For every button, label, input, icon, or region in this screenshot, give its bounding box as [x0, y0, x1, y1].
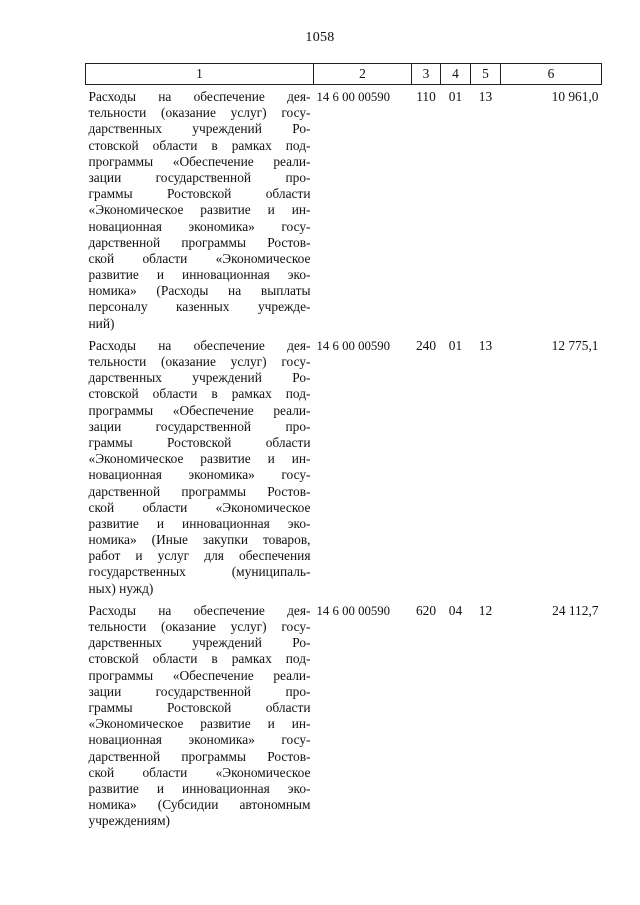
description-line: развитие и инновационная эко-	[88, 267, 311, 283]
description-line: ний)	[88, 315, 115, 331]
description-line: персоналу казенных учрежде-	[88, 299, 311, 315]
description-line: дарственной программы Ростов-	[88, 234, 311, 250]
table-row	[86, 332, 602, 597]
expense-type-code: 110	[416, 89, 436, 104]
section-code: 04	[448, 602, 463, 618]
description-line: номика» (Субсидии автономным	[88, 797, 311, 813]
description-line: дарственных учреждений Ро-	[88, 370, 311, 386]
description-line: ской области «Экономическое	[88, 764, 311, 780]
description-line: стовской области в рамках под-	[88, 386, 311, 402]
target-article-code: 14 6 00 00590	[316, 90, 391, 104]
description-line: номика» (Иные закупки товаров,	[88, 532, 311, 548]
expense-description	[86, 85, 314, 332]
description-line: ской области «Экономическое	[88, 250, 311, 266]
expense-type-code: 240	[415, 337, 437, 353]
description-line: «Экономическое развитие и ин-	[88, 716, 311, 732]
description-line: ных) нужд)	[88, 580, 154, 596]
column-header: 5	[471, 64, 501, 85]
description-line: новационная экономика» госу-	[88, 467, 311, 483]
table-row	[86, 85, 602, 332]
description-line: программы «Обеспечение реали-	[88, 667, 311, 683]
description-line: новационная экономика» госу-	[88, 732, 311, 748]
description-line: новационная экономика» госу-	[88, 218, 311, 234]
description-line: зации государственной про-	[88, 418, 311, 434]
description-line: тельности (оказание услуг) госу-	[88, 354, 311, 369]
description-line: программы «Обеспечение реали-	[88, 153, 311, 169]
description-line: развитие и инновационная эко-	[88, 780, 311, 796]
expense-type-code: 620	[415, 602, 437, 618]
description-line: зации государственной про-	[88, 683, 311, 699]
column-header: 3	[412, 64, 441, 85]
description-line: тельности (оказание услуг) госу-	[88, 619, 311, 634]
expense-description	[86, 597, 314, 830]
description-line: граммы Ростовской области	[88, 434, 311, 450]
target-article-code: 14 6 00 00590	[316, 338, 391, 353]
subsection-code: 13	[478, 337, 493, 353]
description-line: зации государственной про-	[88, 169, 311, 185]
description-line: ской области «Экономическое	[88, 499, 311, 515]
description-line: работ и услуг для обеспечения	[88, 548, 311, 564]
subsection-code: 12	[478, 602, 493, 618]
page-number: 1058	[305, 30, 335, 45]
table-row	[86, 597, 602, 830]
description-line: государственных (муниципаль-	[88, 564, 311, 580]
budget-table	[85, 63, 602, 829]
description-line: учреждениям)	[88, 813, 171, 829]
column-header: 6	[501, 64, 602, 85]
description-line: дарственных учреждений Ро-	[88, 121, 311, 137]
description-line: Расходы на обеспечение дея-	[88, 89, 311, 104]
target-article-code: 14 6 00 00590	[316, 603, 391, 618]
amount: 24 112,7	[552, 602, 599, 618]
section-code: 01	[448, 337, 463, 353]
description-line: дарственной программы Ростов-	[88, 483, 311, 499]
description-line: дарственных учреждений Ро-	[88, 635, 311, 651]
description-line: граммы Ростовской области	[88, 186, 311, 202]
description-line: «Экономическое развитие и ин-	[88, 451, 311, 467]
description-line: Расходы на обеспечение дея-	[88, 337, 311, 353]
column-header: 1	[86, 64, 314, 85]
description-line: программы «Обеспечение реали-	[88, 402, 311, 418]
subsection-code: 13	[478, 89, 493, 104]
description-line: дарственной программы Ростов-	[88, 748, 311, 764]
expense-description	[86, 332, 314, 597]
description-line: стовской области в рамках под-	[88, 137, 311, 153]
description-line: Расходы на обеспечение дея-	[88, 602, 311, 618]
description-line: тельности (оказание услуг) госу-	[88, 105, 311, 121]
description-line: «Экономическое развитие и ин-	[88, 202, 311, 218]
description-line: номика» (Расходы на выплаты	[88, 283, 311, 299]
description-line: стовской области в рамках под-	[88, 651, 311, 667]
description-line: граммы Ростовской области	[88, 699, 311, 715]
amount: 12 775,1	[551, 337, 599, 353]
column-header: 4	[441, 64, 471, 85]
table-header-row	[86, 64, 602, 85]
description-line: развитие и инновационная эко-	[88, 515, 311, 531]
section-code: 01	[448, 89, 463, 104]
column-header: 2	[314, 64, 412, 85]
amount: 10 961,0	[551, 89, 599, 104]
